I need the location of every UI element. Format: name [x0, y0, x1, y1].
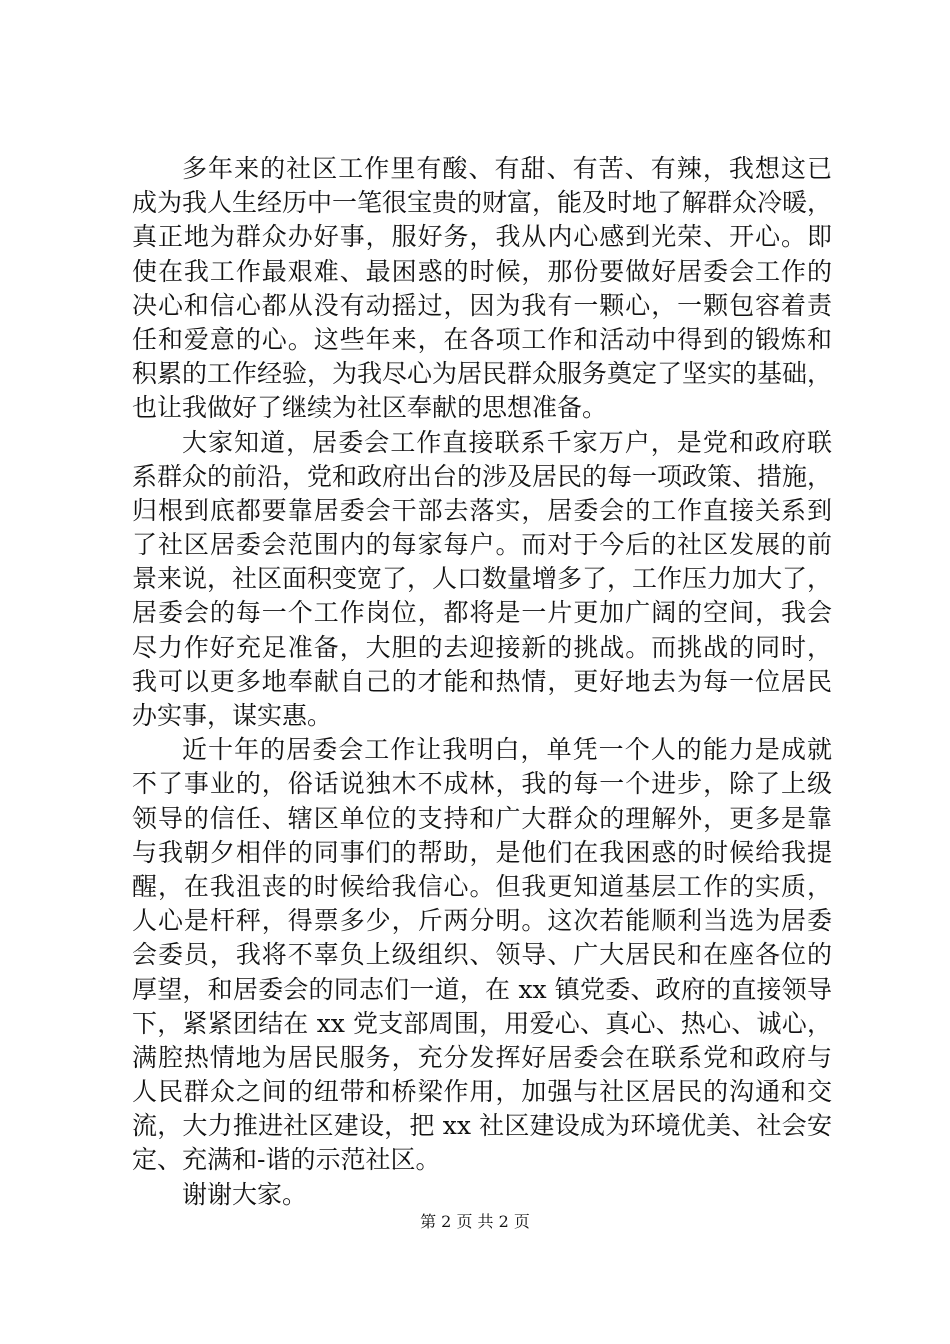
paragraph-line: 谢谢大家。 — [182, 1179, 308, 1209]
paragraph-line: 办实事，谋实惠。 — [132, 701, 333, 730]
paragraph-line: 积累的工作经验，为我尽心为居民群众服务奠定了坚实的基础， — [132, 359, 833, 389]
paragraph-line: 与我朝夕相伴的同事们的帮助，是他们在我困惑的时候给我提 — [132, 837, 832, 867]
paragraph-line: 我可以更多地奉献自己的才能和热情，更好地去为每一位居民 — [132, 666, 832, 696]
paragraph-line: 归根到底都要靠居委会干部去落实，居委会的工作直接关系到 — [132, 495, 832, 525]
paragraph-line: 任和爱意的心。这些年来，在各项工作和活动中得到的锻炼和 — [132, 324, 832, 354]
paragraph-line: 决心和信心都从没有动摇过，因为我有一颗心，一颗包容着责 — [132, 290, 832, 320]
paragraph-line: 会委员，我将不辜负上级组织、领导、广大居民和在座各位的 — [132, 940, 832, 970]
paragraph — [132, 152, 832, 426]
paragraph — [132, 733, 832, 1177]
paragraph-line: 领导的信任、辖区单位的支持和广大群众的理解外，更多是靠 — [132, 803, 832, 833]
document-body — [132, 152, 832, 1212]
paragraph-line: 厚望，和居委会的同志们一道，在 xx 镇党委、政府的直接领导 — [132, 974, 832, 1004]
paragraph-line: 也让我做好了继续为社区奉献的思想准备。 — [132, 393, 608, 423]
paragraph-line: 尽力作好充足准备，大胆的去迎接新的挑战。而挑战的同时， — [132, 632, 832, 662]
paragraph-line: 真正地为群众办好事，服好务，我从内心感到光荣、开心。即 — [132, 222, 832, 252]
paragraph-line: 使在我工作最艰难、最困惑的时候，那份要做好居委会工作的 — [132, 256, 832, 286]
paragraph-line: 景来说，社区面积变宽了，人口数量增多了，工作压力加大了， — [132, 564, 833, 594]
paragraph-line: 醒，在我沮丧的时候给我信心。但我更知道基层工作的实质， — [132, 871, 832, 901]
paragraph-line: 大家知道，居委会工作直接联系千家万户，是党和政府联 — [182, 427, 832, 457]
paragraph-line: 近十年的居委会工作让我明白，单凭一个人的能力是成就 — [182, 735, 832, 765]
paragraph-line: 成为我人生经历中一笔很宝贵的财富，能及时地了解群众冷暖， — [132, 188, 833, 218]
paragraph-line: 人民群众之间的纽带和桥梁作用，加强与社区居民的沟通和交 — [132, 1077, 832, 1107]
paragraph-line: 了社区居委会范围内的每家每户。而对于今后的社区发展的前 — [132, 530, 832, 560]
paragraph-line: 系群众的前沿，党和政府出台的涉及居民的每一项政策、措施， — [132, 461, 833, 491]
paragraph-line: 定、充满和-谐的示范社区。 — [132, 1145, 441, 1175]
paragraph-line: 多年来的社区工作里有酸、有甜、有苦、有辣，我想这已 — [182, 154, 832, 183]
paragraph-line: 不了事业的，俗话说独木不成林，我的每一个进步，除了上级 — [132, 769, 832, 799]
closing-paragraph — [132, 1178, 832, 1212]
paragraph — [132, 426, 832, 734]
paragraph-line: 居委会的每一个工作岗位，都将是一片更加广阔的空间，我会 — [132, 598, 832, 628]
paragraph-line: 下，紧紧团结在 xx 党支部周围，用爱心、真心、热心、诚心， — [132, 1008, 832, 1038]
paragraph-line: 满腔热情地为居民服务，充分发挥好居委会在联系党和政府与 — [132, 1042, 832, 1072]
paragraph-line: 人心是杆秤，得票多少，斤两分明。这次若能顺利当选为居委 — [132, 906, 832, 936]
paragraph-line: 流，大力推进社区建设，把 xx 社区建设成为环境优美、社会安 — [132, 1111, 832, 1141]
page-number-footer: 第 2 页 共 2 页 — [420, 1212, 530, 1231]
